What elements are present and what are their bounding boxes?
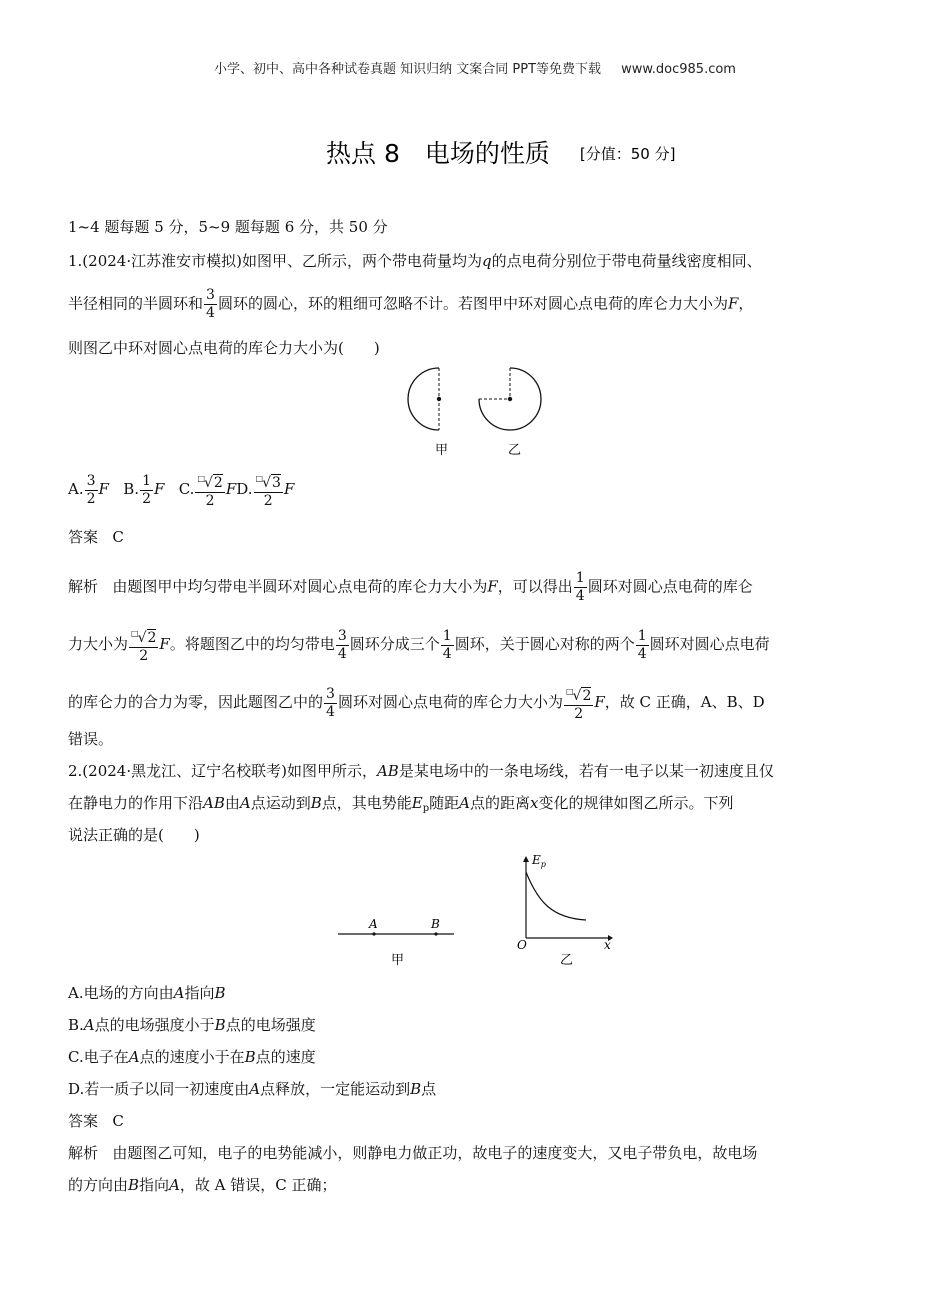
q1-expl-line3: 的库仑力的合力为零，因此题图乙中的 $\frac{3}{4}$ 圆环对圆心点电荷的库仑力大小为 $\frac{^□√2}{2}$ F，故 C 正确，A、B、D: [68, 683, 888, 723]
option-d[interactable]: D. $\frac{^□√3}{2}$ F: [236, 480, 294, 498]
intro-line: 1~4 题每题 5 分，5~9 题每题 6 分，共 50 分: [68, 218, 388, 236]
q2-line3: 说法正确的是( ): [68, 826, 200, 844]
point-charge-b: [508, 397, 512, 401]
q1-line3: 则图乙中环对圆心点电荷的库仑力大小为( ): [68, 339, 380, 357]
q2-option-b[interactable]: B.A点的电场强度小于B点的电场强度: [68, 1016, 316, 1034]
option-c[interactable]: C. $\frac{^□√2}{2}$ F: [179, 480, 237, 498]
fig-label-jia: 甲: [391, 953, 405, 968]
option-a[interactable]: A. $\frac{3}{2}$ F: [68, 472, 109, 507]
origin-label: O: [517, 938, 527, 952]
q1-expl-line2: 力大小为 $\frac{^□√2}{2}$ F。将题图乙中的均匀带电 $\frac{3}{4}$ 圆环分成三个 $\frac{1}{4}$ 圆环，关于圆心对称的两个 $\frac{1}{4}$ 圆环对圆心点电荷: [68, 625, 888, 665]
q2-line2: 在静电力的作用下沿AB由A点运动到B点，其电势能$E_p$随距A点的距离x变化的规律如图乙所示。下列: [68, 794, 734, 814]
q1-figure: [395, 362, 555, 462]
page-title: [326, 134, 675, 170]
banner-text: 小学、初中、高中各种试卷真题 知识归纳 文案合同 PPT等免费下载: [214, 62, 602, 77]
y-axis-arrow: [523, 856, 529, 862]
x-axis-label: x: [604, 938, 611, 952]
banner-url[interactable]: www.doc985.com: [621, 62, 736, 77]
q2-line1: 2.(2024·黑龙江、辽宁名校联考)如图甲所示，AB是某电场中的一条电场线，若有一电子以某一初速度且仅: [68, 762, 774, 780]
ep-curve: [526, 872, 586, 920]
fig-label-yi: 乙: [508, 443, 522, 458]
label-b: B: [431, 917, 440, 931]
fig-label-yi: 乙: [560, 953, 574, 968]
q2-option-c[interactable]: C.电子在A点的速度小于在B点的速度: [68, 1048, 316, 1066]
half-ring: [408, 368, 439, 430]
q2-figure-yi: [512, 852, 622, 972]
fig-label-jia: 甲: [435, 443, 449, 458]
fraction: $\frac{3}{4}$: [206, 287, 215, 321]
option-b[interactable]: B. $\frac{1}{2}$ F: [123, 472, 165, 507]
title-main: 热点 8 电场的性质: [326, 139, 550, 168]
q1-line2: 半径相同的半圆环和 $\frac{3}{4}$ 圆环的圆心，环的粗细可忽略不计。若图甲中环对圆心点电荷的库仑力大小为F，: [68, 287, 754, 321]
q2-expl-line2: 的方向由B指向A，故 A 错误，C 正确；: [68, 1176, 337, 1194]
q2-answer: 答案 C: [68, 1112, 124, 1130]
y-axis-label: $E_p$: [532, 853, 546, 869]
q1-expl-line1: 解析 由题图甲中均匀带电半圆环对圆心点电荷的库仑力大小为F，可以得出 $\frac{1}{4}$ 圆环对圆心点电荷的库仑: [68, 570, 753, 604]
q2-figure-jia: [330, 912, 460, 970]
q2-expl-line1: 解析 由题图乙可知，电子的电势能减小，则静电力做正功，故电子的速度变大，又电子带负电，故电场: [68, 1144, 758, 1162]
q1-line1: 1.(2024·江苏淮安市模拟)如图甲、乙所示，两个带电荷量均为q的点电荷分别位于带电荷量线密度相同、: [68, 252, 762, 270]
title-score: [分值：50 分]: [579, 145, 676, 163]
point-a: [372, 932, 375, 935]
q1-options: [68, 470, 888, 510]
label-a: A: [369, 917, 378, 931]
q2-option-d[interactable]: D.若一质子以同一初速度由A点释放，一定能运动到B点: [68, 1080, 437, 1098]
point-charge-a: [437, 397, 441, 401]
q2-option-a[interactable]: A.电场的方向由A指向B: [68, 984, 226, 1002]
header-banner: [0, 58, 950, 77]
q1-answer: 答案 C: [68, 528, 124, 546]
point-b: [434, 932, 437, 935]
q1-expl-line4: 错误。: [68, 730, 114, 748]
